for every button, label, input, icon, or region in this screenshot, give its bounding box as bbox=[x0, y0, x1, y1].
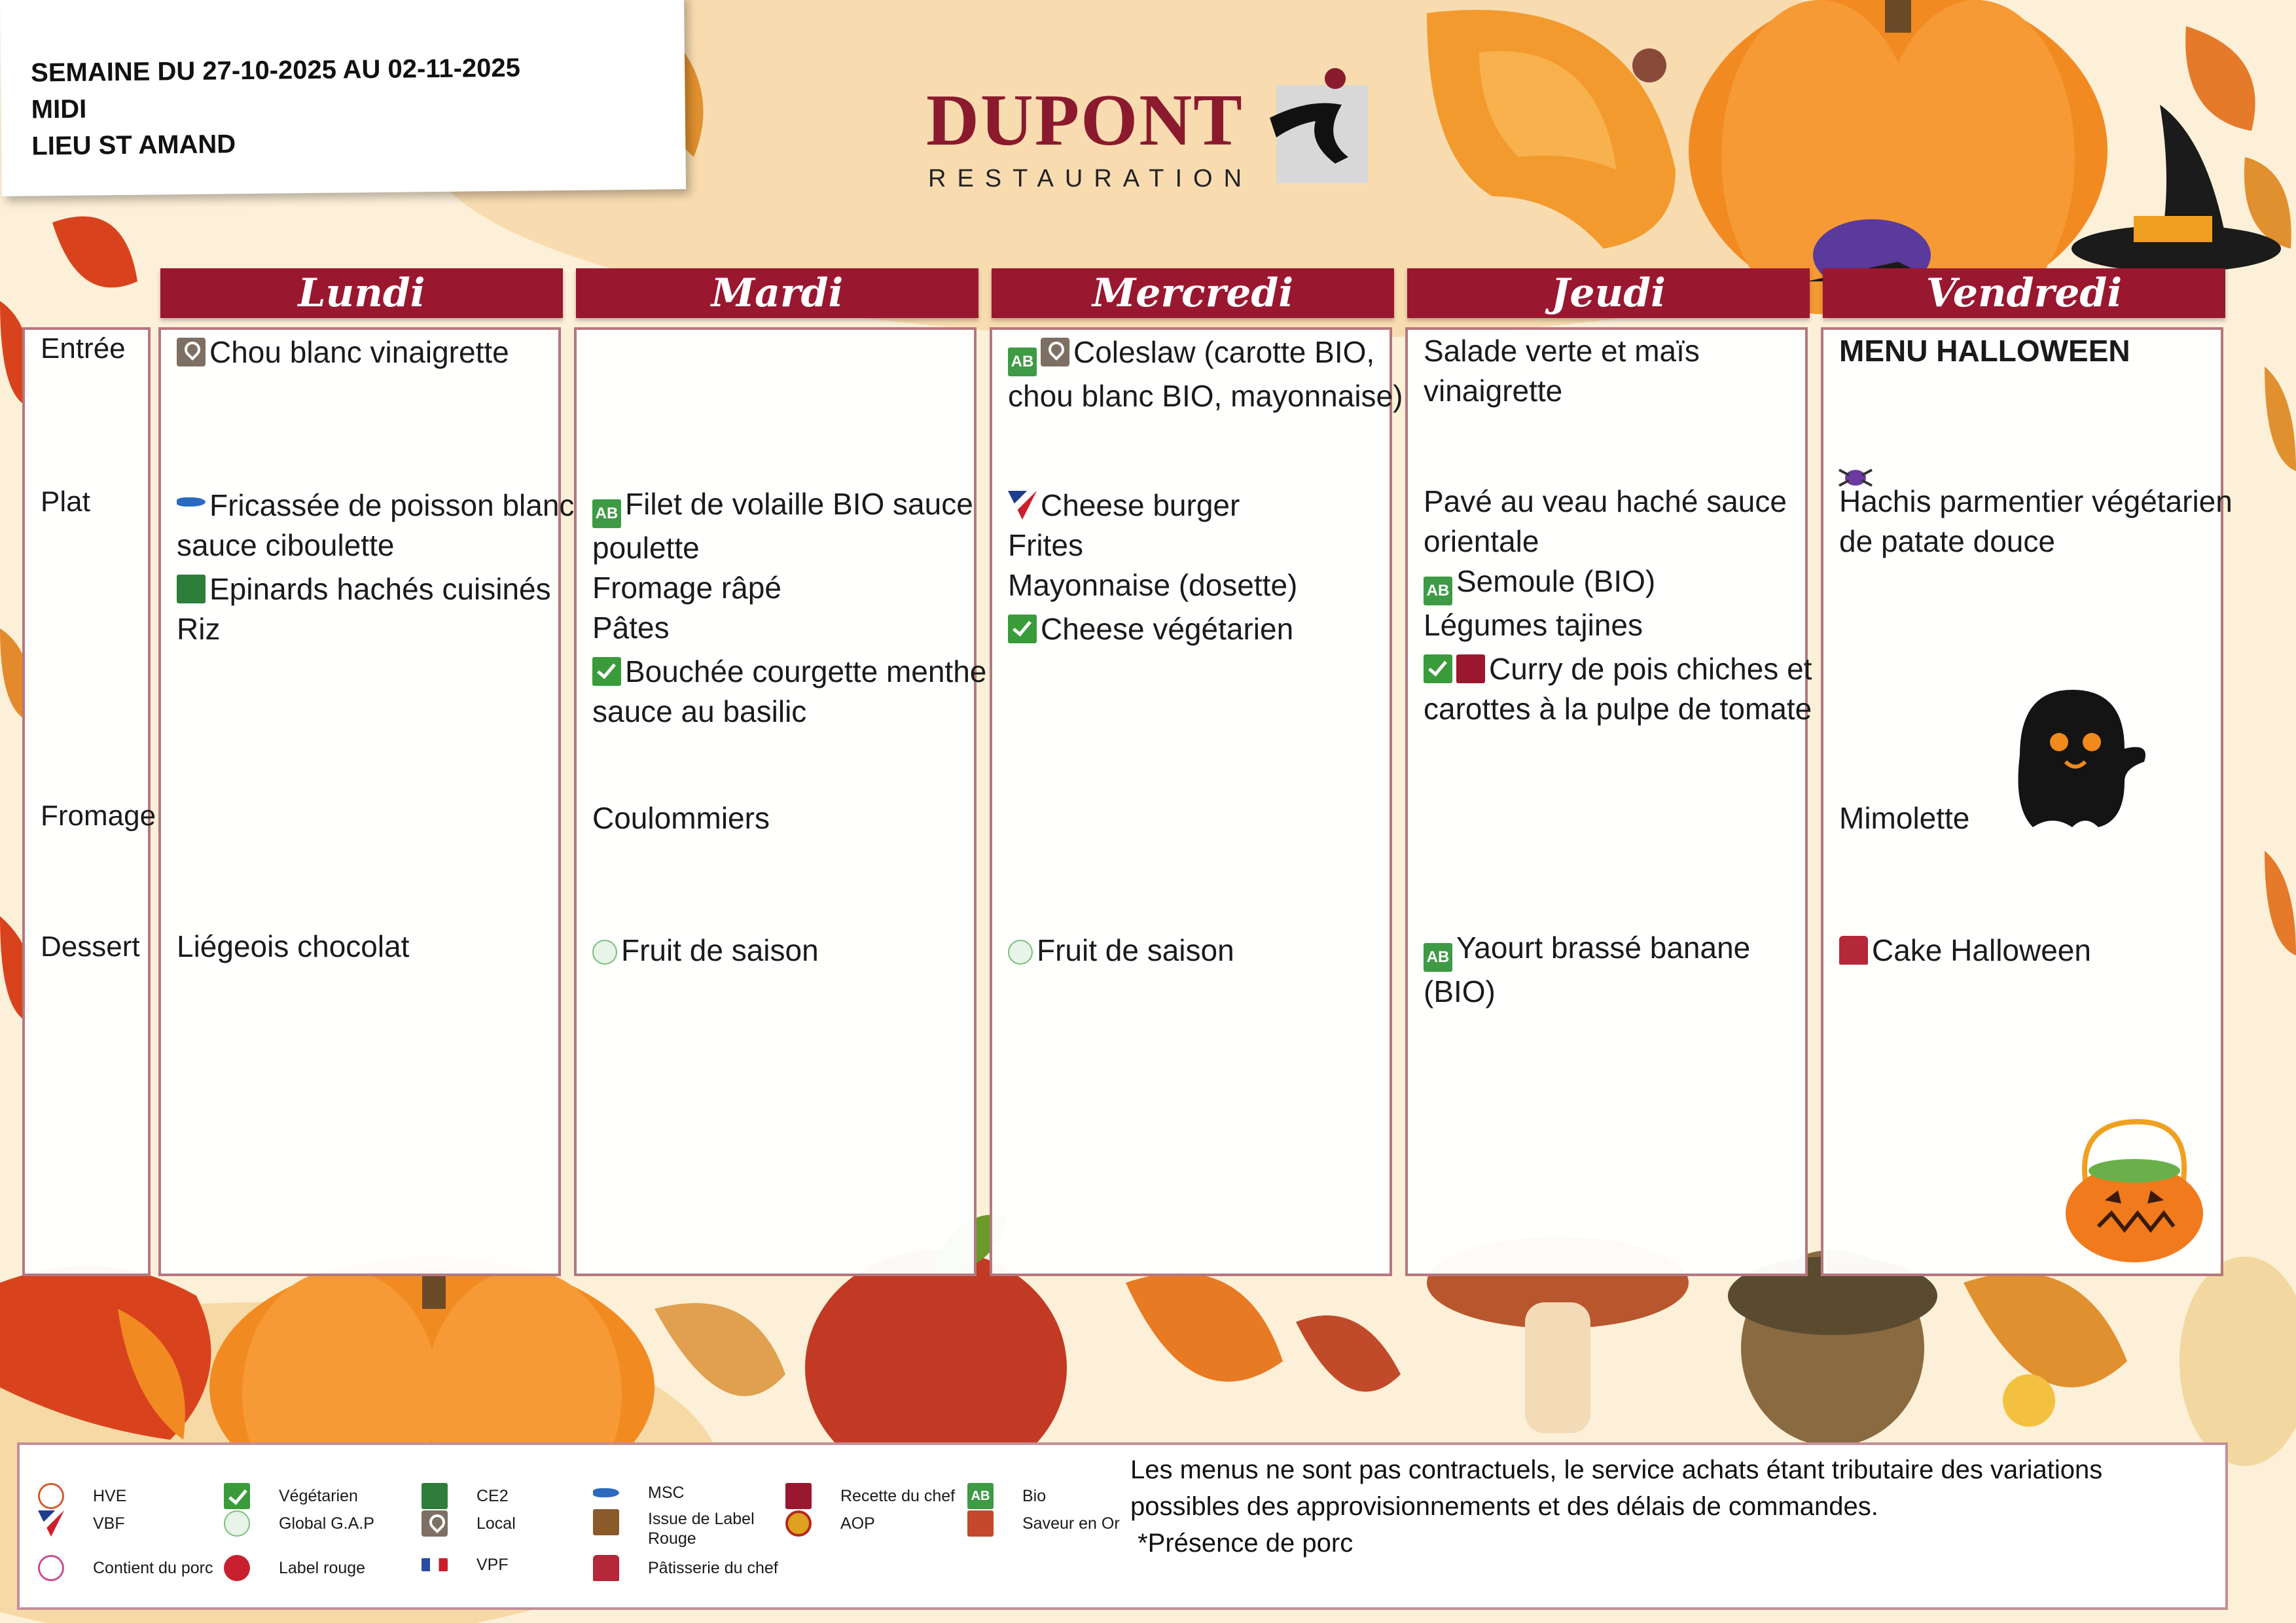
pork-note: *Présence de porc bbox=[1130, 1529, 1354, 1558]
pastry-icon bbox=[593, 1555, 619, 1581]
lundi-plat bbox=[177, 486, 575, 649]
vegetarian-icon bbox=[1424, 654, 1452, 683]
menu-column-mardi bbox=[574, 327, 987, 1276]
list-item: AB Yaourt brassé banane bbox=[1424, 928, 1805, 972]
chef-recipe-icon bbox=[785, 1483, 812, 1509]
bio-icon: AB bbox=[592, 499, 621, 528]
list-item: Cake Halloween bbox=[1839, 931, 2221, 971]
msc-icon bbox=[593, 1488, 619, 1497]
list-item: de patate douce bbox=[1839, 524, 2055, 558]
global-gap-icon bbox=[224, 1510, 250, 1537]
legend-saveur: Saveur en Or bbox=[967, 1510, 1120, 1537]
local-icon bbox=[1041, 338, 1069, 366]
disclaimer bbox=[1130, 1452, 2102, 1561]
saveur-en-or-icon bbox=[967, 1510, 994, 1537]
list-item: Riz bbox=[177, 612, 221, 646]
list-item: Curry de pois chiches et bbox=[1424, 649, 1805, 689]
legend-bio: AB Bio bbox=[967, 1483, 1046, 1509]
mardi-fromage bbox=[592, 798, 974, 838]
list-item: Chou blanc vinaigrette bbox=[177, 332, 558, 372]
list-item bbox=[1839, 331, 2221, 371]
list-item: Mimolette bbox=[1839, 801, 1970, 835]
list-item: Epinards hachés cuisinés bbox=[177, 569, 558, 609]
list-item: Bouchée courgette menthe bbox=[592, 652, 974, 692]
mercredi-dessert bbox=[1008, 931, 1390, 971]
vbf-icon bbox=[1008, 491, 1037, 520]
jeudi-dessert bbox=[1424, 928, 1805, 1012]
list-item: orientale bbox=[1424, 524, 1539, 558]
bio-icon: AB bbox=[1424, 943, 1452, 972]
logo-tagline: RESTAURATION bbox=[928, 165, 1253, 192]
category-fromage: Fromage bbox=[41, 800, 156, 832]
mardi-dessert bbox=[592, 931, 974, 971]
day-header-jeudi: Jeudi bbox=[1407, 268, 1810, 318]
list-item: carottes à la pulpe de tomate bbox=[1424, 692, 1812, 726]
ghost-icon bbox=[2000, 670, 2151, 834]
list-item: sauce au basilic bbox=[592, 694, 807, 728]
label-rouge-origin-icon bbox=[593, 1509, 619, 1535]
bio-icon: AB bbox=[967, 1483, 994, 1509]
day-header-vendredi: Vendredi bbox=[1823, 268, 2225, 318]
list-item: Salade verte et maïs bbox=[1424, 334, 1700, 368]
pastry-icon bbox=[1839, 936, 1868, 965]
list-item: AB Filet de volaille BIO sauce bbox=[592, 484, 974, 528]
menu-column-jeudi bbox=[1405, 327, 1812, 1276]
list-item: Frites bbox=[1008, 528, 1083, 562]
list-item: AB Coleslaw (carotte BIO, bbox=[1008, 332, 1390, 376]
day-header-mercredi: Mercredi bbox=[992, 268, 1394, 318]
mardi-plat bbox=[592, 484, 987, 732]
legend-gap: Global G.A.P bbox=[224, 1510, 374, 1537]
jeudi-plat bbox=[1424, 482, 1812, 729]
list-item: Fromage râpé bbox=[592, 571, 781, 605]
ce2-icon bbox=[177, 575, 206, 603]
pumpkin-basket-icon bbox=[2059, 1109, 2210, 1266]
legend-aop: AOP bbox=[785, 1510, 875, 1537]
vendredi-dessert bbox=[1839, 931, 2221, 971]
legend-vpf: VPF bbox=[422, 1555, 509, 1575]
vegetarian-icon bbox=[1008, 615, 1037, 643]
vbf-icon bbox=[38, 1510, 64, 1537]
legend-patisserie: Pâtisserie du chef bbox=[593, 1555, 778, 1581]
category-entree: Entrée bbox=[41, 332, 126, 365]
legend-msc: MSC bbox=[593, 1483, 685, 1503]
vpf-icon bbox=[422, 1558, 448, 1571]
header-card bbox=[0, 0, 686, 196]
day-header-mardi: Mardi bbox=[576, 268, 978, 318]
legend-local: Local bbox=[422, 1510, 516, 1537]
list-item: Coulommiers bbox=[592, 801, 770, 835]
msc-icon bbox=[177, 497, 206, 507]
list-item: Mayonnaise (dosette) bbox=[1008, 568, 1298, 602]
service-time: MIDI bbox=[31, 94, 87, 124]
vegetarian-icon bbox=[224, 1483, 250, 1509]
global-gap-icon bbox=[1008, 940, 1033, 965]
global-gap-icon bbox=[592, 940, 617, 965]
lundi-entree bbox=[177, 332, 558, 372]
menu-column-mercredi bbox=[990, 327, 1403, 1276]
legend-label-rouge: Label rouge bbox=[224, 1555, 365, 1581]
bio-icon: AB bbox=[1008, 348, 1037, 376]
category-plat: Plat bbox=[41, 486, 90, 518]
local-icon bbox=[177, 338, 206, 366]
category-dessert: Dessert bbox=[41, 931, 140, 963]
legend-porc: Contient du porc bbox=[38, 1555, 213, 1581]
legend-issue-label-rouge: Issue de Label Rouge bbox=[593, 1509, 755, 1548]
halloween-title: MENU HALLOWEEN bbox=[1839, 334, 2130, 368]
list-item: Fruit de saison bbox=[592, 931, 974, 971]
vegetarian-icon bbox=[592, 657, 621, 686]
jeudi-entree bbox=[1424, 331, 1805, 411]
legend-vbf: VBF bbox=[38, 1510, 125, 1537]
day-header-lundi: Lundi bbox=[160, 268, 563, 318]
local-icon bbox=[422, 1510, 448, 1537]
disclaimer-line: possibles des approvisionnements et des délais de commandes. bbox=[1130, 1492, 1878, 1521]
legend-vegetarien: Végétarien bbox=[224, 1483, 358, 1509]
hve-icon bbox=[38, 1483, 64, 1509]
list-item: Légumes tajines bbox=[1424, 608, 1643, 642]
vendredi-entree bbox=[1839, 331, 2221, 371]
list-item: AB Semoule (BIO) bbox=[1424, 562, 1805, 605]
list-item: sauce ciboulette bbox=[177, 528, 395, 562]
list-item: Cheese burger bbox=[1008, 486, 1390, 526]
logo-name: DUPONT bbox=[926, 80, 1244, 161]
list-item: chou blanc BIO, mayonnaise) bbox=[1008, 379, 1403, 413]
ce2-icon bbox=[422, 1483, 448, 1509]
list-item: Fruit de saison bbox=[1008, 931, 1390, 971]
list-item: poulette bbox=[592, 531, 700, 565]
disclaimer-line: Les menus ne sont pas contractuels, le service achats étant tributaire des variations bbox=[1130, 1455, 2103, 1484]
mercredi-entree bbox=[1008, 332, 1403, 416]
location: LIEU ST AMAND bbox=[31, 130, 236, 161]
list-item: Cheese végétarien bbox=[1008, 609, 1390, 649]
bio-icon: AB bbox=[1424, 577, 1452, 605]
chef-recipe-icon bbox=[1456, 654, 1485, 683]
legend-hve: HVE bbox=[38, 1483, 126, 1509]
label-rouge-icon bbox=[224, 1555, 250, 1581]
aop-icon bbox=[785, 1510, 812, 1537]
list-item: Pâtes bbox=[592, 611, 670, 645]
list-item: Fricassée de poisson blanc bbox=[177, 486, 558, 526]
logo-runner-icon bbox=[1263, 59, 1368, 190]
list-item: (BIO) bbox=[1424, 974, 1496, 1008]
lundi-dessert bbox=[177, 927, 558, 967]
list-item: Liégeois chocolat bbox=[177, 929, 410, 963]
vendredi-plat bbox=[1839, 482, 2233, 562]
mercredi-plat bbox=[1008, 486, 1390, 649]
list-item: Pavé au veau haché sauce bbox=[1424, 484, 1787, 518]
legend-ce2: CE2 bbox=[422, 1483, 509, 1509]
menu-column-lundi bbox=[158, 327, 575, 1276]
week-range: SEMAINE DU 27-10-2025 AU 02-11-2025 bbox=[30, 53, 521, 88]
pork-icon bbox=[38, 1555, 64, 1581]
legend-recette: Recette du chef bbox=[785, 1483, 955, 1509]
list-item: vinaigrette bbox=[1424, 374, 1563, 408]
menu-column-vendredi bbox=[1821, 327, 2233, 1276]
list-item: Hachis parmentier végétarien bbox=[1839, 484, 2233, 518]
